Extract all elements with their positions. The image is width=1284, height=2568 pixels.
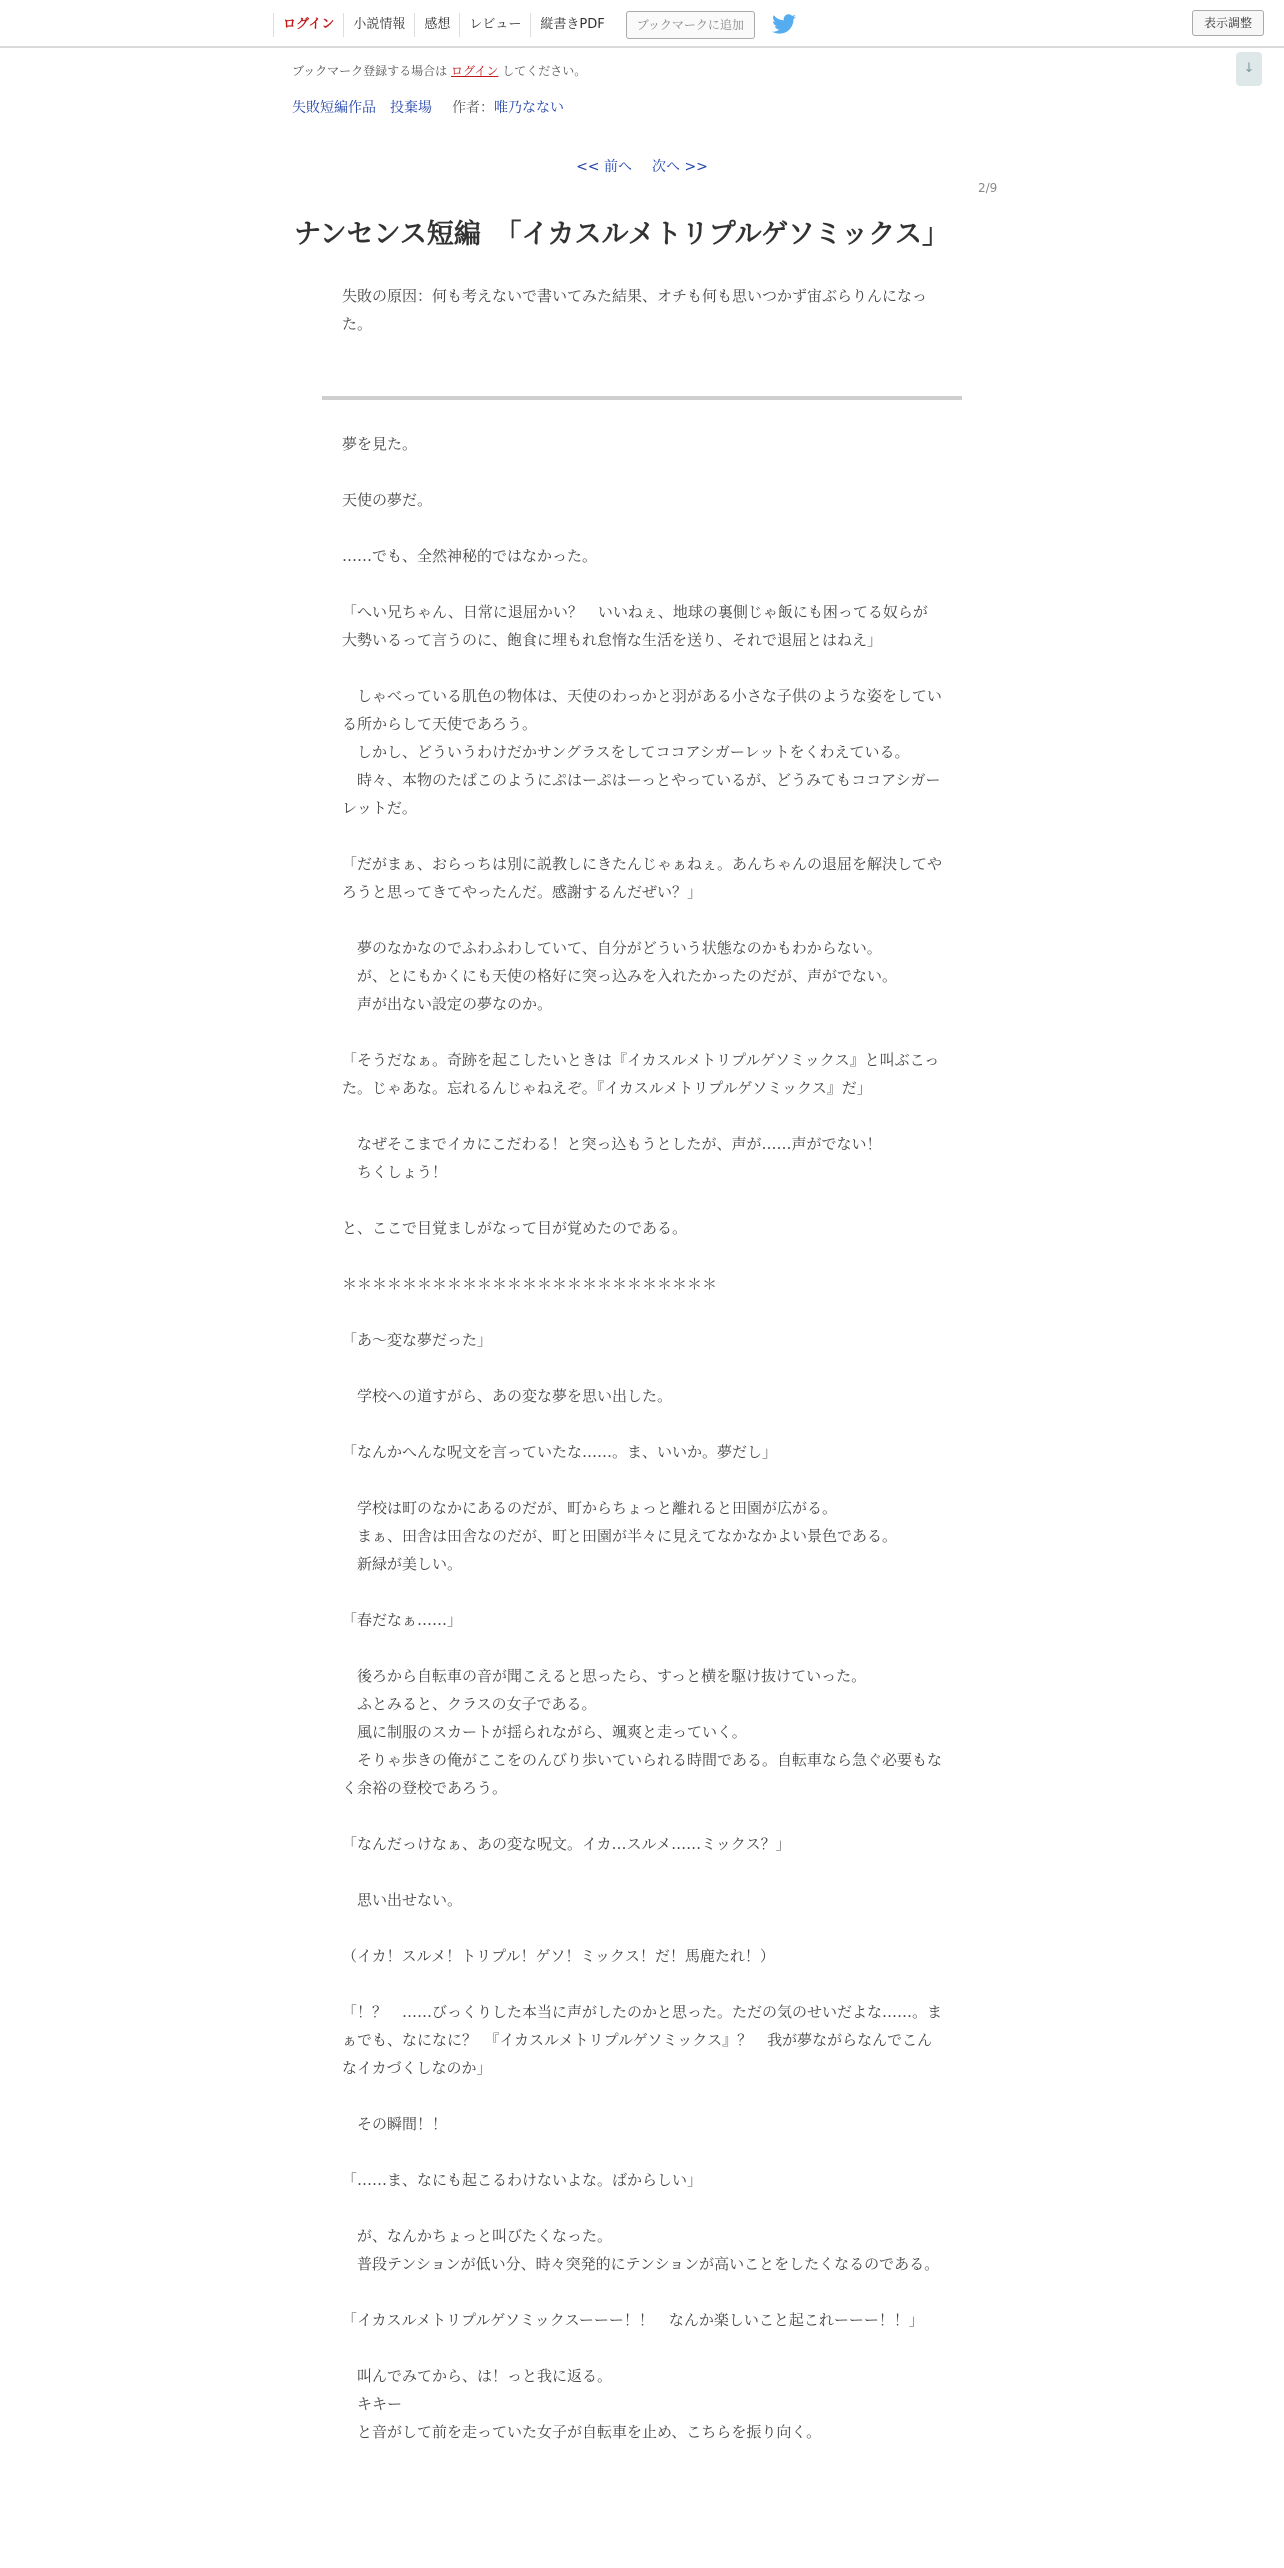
body-paragraph: 「イカスルメトリプルゲソミックスーーー！！ なんか楽しいこと起これーーー！！」 — [342, 2311, 924, 2329]
blank-line — [342, 514, 942, 542]
novel-body — [342, 430, 942, 2446]
blank-line — [342, 822, 942, 850]
nav-menu — [273, 11, 797, 39]
body-paragraph: 学校への道すがら、あの変な夢を思い出した。 — [342, 1387, 673, 1405]
body-paragraph: ふとみると、クラスの女子である。 — [342, 1695, 597, 1713]
body-paragraph: （イカ！スルメ！トリプル！ゲソ！ミックス！だ！馬鹿たれ！） — [342, 1947, 775, 1965]
blank-line — [342, 2334, 942, 2362]
top-navigation-bar — [0, 0, 1284, 48]
blank-line — [342, 2082, 942, 2110]
body-paragraph: 時々、本物のたばこのようにぷはーぷはーっとやっているが、どうみてもココアシガーレットだ。 — [342, 771, 941, 817]
body-paragraph: 「なんかへんな呪文を言っていたな……。ま、いいか。夢だし」 — [342, 1443, 778, 1461]
body-paragraph: 「そうだなぁ。奇跡を起こしたいときは『イカスルメトリプルゲソミックス』と叫ぶこった。じゃあな。忘れるんじゃねえぞ。『イカスルメトリプルゲソミックス』だ」 — [342, 1051, 940, 1097]
body-paragraph: キキー — [342, 2395, 403, 2413]
blank-line — [342, 1858, 942, 1886]
next-page-link[interactable]: 次へ >> — [652, 159, 708, 175]
blank-line — [342, 1102, 942, 1130]
body-paragraph: 「なんだっけなぁ、あの変な呪文。イカ…スルメ……ミックス？」 — [342, 1835, 791, 1853]
body-paragraph: 夢を見た。 — [342, 435, 418, 453]
body-paragraph: 後ろから自転車の音が聞こえると思ったら、すっと横を駆け抜けていった。 — [342, 1667, 867, 1685]
body-paragraph: 「へい兄ちゃん、日常に退屈かい？ いいねぇ、地球の裏側じゃ飯にも困ってる奴らが大勢いるって言うのに、飽食に埋もれ怠惰な生活を送り、それで退屈とはねえ」 — [342, 603, 928, 649]
blank-line — [342, 906, 942, 934]
prev-page-link[interactable]: << 前へ — [576, 159, 632, 175]
blank-line — [342, 2138, 942, 2166]
preface-divider — [322, 396, 962, 400]
blank-line — [342, 1186, 942, 1214]
vertical-pdf-link[interactable]: 縦書きPDF — [530, 13, 613, 37]
blank-line — [342, 1970, 942, 1998]
body-paragraph: 叫んでみてから、は！っと我に返る。 — [342, 2367, 613, 2385]
blank-line — [342, 2278, 942, 2306]
bookmark-add-button[interactable]: ブックマークに追加 — [626, 11, 755, 39]
body-paragraph: が、なんかちょっと叫びたくなった。 — [342, 2227, 613, 2245]
series-info — [292, 97, 564, 117]
body-paragraph: 「あ～変な夢だった」 — [342, 1331, 493, 1349]
author-label: 作者： — [452, 100, 494, 116]
blank-line — [342, 570, 942, 598]
body-paragraph: 「春だなぁ……」 — [342, 1611, 463, 1629]
blank-line — [342, 1298, 942, 1326]
notice-text-after: してください。 — [498, 64, 587, 78]
series-title-link[interactable]: 失敗短編作品 投棄場 — [292, 100, 432, 116]
notice-text-before: ブックマーク登録する場合は — [292, 64, 451, 78]
body-paragraph: 風に制服のスカートが揺られながら、颯爽と走っていく。 — [342, 1723, 747, 1741]
blank-line — [342, 1634, 942, 1662]
pager — [0, 156, 1284, 176]
novel-info-link[interactable]: 小説情報 — [343, 13, 414, 37]
body-paragraph: と、ここで目覚ましがなって目が覚めたのである。 — [342, 1219, 688, 1237]
chapter-preface: 失敗の原因：何も考えないで書いてみた結果、オチも何も思いつかず宙ぶらりんになった。 — [342, 287, 928, 333]
blank-line — [342, 1410, 942, 1438]
blank-line — [342, 1018, 942, 1046]
body-paragraph: まぁ、田舎は田舎なのだが、町と田園が半々に見えてなかなかよい景色である。 — [342, 1527, 898, 1545]
body-paragraph: 「……ま、なにも起こるわけないよな。ばからしい」 — [342, 2171, 703, 2189]
body-paragraph: と音がして前を走っていた女子が自転車を止め、こちらを振り向く。 — [342, 2423, 822, 2441]
body-paragraph: が、とにもかくにも天使の格好に突っ込みを入れたかったのだが、声がでない。 — [342, 967, 898, 985]
bookmark-login-notice — [292, 62, 586, 79]
blank-line — [342, 1802, 942, 1830]
blank-line — [342, 1914, 942, 1942]
body-paragraph: ＊＊＊＊＊＊＊＊＊＊＊＊＊＊＊＊＊＊＊＊＊＊＊＊＊ — [342, 1275, 718, 1293]
body-paragraph: なぜそこまでイカにこだわる！と突っ込もうとしたが、声が……声がでない！ — [342, 1135, 882, 1153]
body-paragraph: 「だがまぁ、おらっちは別に説教しにきたんじゃぁねぇ。あんちゃんの退屈を解決してやろうと思ってきてやったんだ。感謝するんだぜい？」 — [342, 855, 943, 901]
impressions-link[interactable]: 感想 — [414, 13, 459, 37]
notice-login-link[interactable]: ログイン — [450, 64, 499, 78]
body-paragraph: しゃべっている肌色の物体は、天使のわっかと羽がある小さな子供のような姿をしている所からして天使であろう。 — [342, 687, 942, 733]
body-paragraph: ちくしょう！ — [342, 1163, 448, 1181]
blank-line — [342, 1466, 942, 1494]
body-paragraph: 天使の夢だ。 — [342, 491, 433, 509]
blank-line — [342, 458, 942, 486]
scroll-down-icon[interactable]: ↓ — [1236, 52, 1262, 86]
body-paragraph: 学校は町のなかにあるのだが、町からちょっと離れると田園が広がる。 — [342, 1499, 838, 1517]
body-paragraph: 「！？ ……びっくりした本当に声がしたのかと思った。ただの気のせいだよな……。まぁでも、なになに？ 『イカスルメトリプルゲソミックス』？ 我が夢ながらなんでこんなイカづくしなのか」 — [342, 2003, 943, 2077]
login-link[interactable]: ログイン — [273, 13, 343, 37]
blank-line — [342, 2194, 942, 2222]
chapter-title: ナンセンス短編 「イカスルメトリプルゲソミックス」 — [294, 219, 950, 250]
body-paragraph: その瞬間！！ — [342, 2115, 448, 2133]
body-paragraph: 思い出せない。 — [342, 1891, 463, 1909]
blank-line — [342, 1242, 942, 1270]
author-link[interactable]: 唯乃なない — [494, 100, 564, 116]
blank-line — [342, 1354, 942, 1382]
review-link[interactable]: レビュー — [459, 13, 530, 37]
body-paragraph: 新緑が美しい。 — [342, 1555, 463, 1573]
body-paragraph: しかし、どういうわけだかサングラスをしてココアシガーレットをくわえている。 — [342, 743, 910, 761]
blank-line — [342, 654, 942, 682]
body-paragraph: 夢のなかなのでふわふわしていて、自分がどういう状態なのかもわからない。 — [342, 939, 882, 957]
display-settings-button[interactable]: 表示調整 — [1192, 10, 1264, 36]
body-paragraph: そりゃ歩きの俺がここをのんびり歩いていられる時間である。自転車なら急ぐ必要もなく余裕の登校であろう。 — [342, 1751, 943, 1797]
body-paragraph: ……でも、全然神秘的ではなかった。 — [342, 547, 598, 565]
body-paragraph: 声が出ない設定の夢なのか。 — [342, 995, 553, 1013]
blank-line — [342, 1578, 942, 1606]
twitter-bird-icon[interactable] — [771, 14, 797, 36]
page-number: 2/9 — [978, 181, 998, 195]
body-paragraph: 普段テンションが低い分、時々突発的にテンションが高いことをしたくなるのである。 — [342, 2255, 940, 2273]
